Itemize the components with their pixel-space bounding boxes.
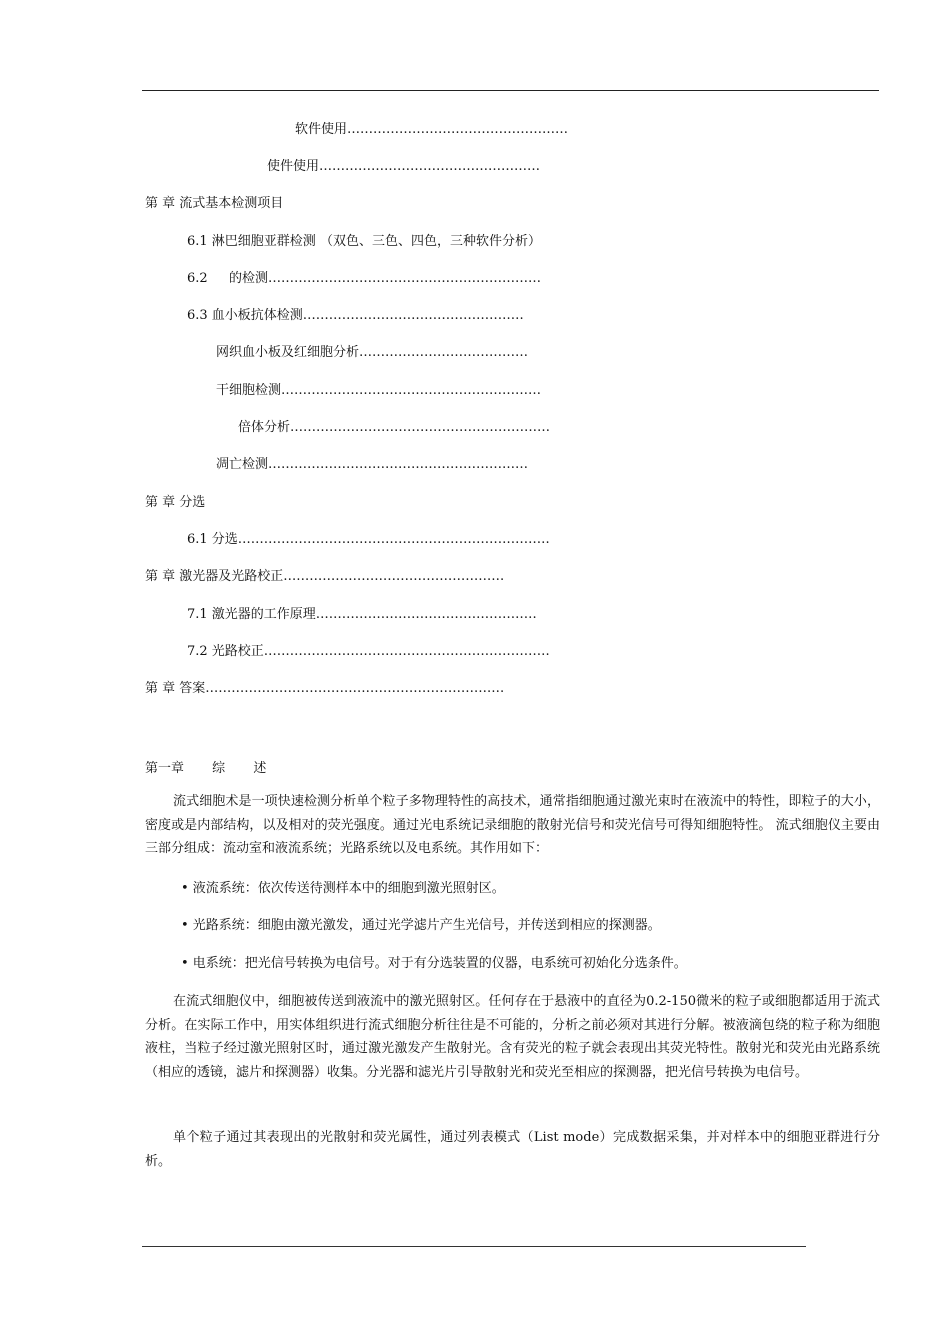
footer-rule	[142, 1246, 806, 1247]
toc-entry[interactable]: 6.1 淋巴细胞亚群检测 （双色、三色、四色，三种软件分析）	[187, 234, 541, 249]
chapter-number: 第一章	[145, 761, 185, 776]
toc-entry[interactable]: 网织血小板及红细胞分析…………………………………	[216, 345, 529, 360]
chapter-title-part: 述	[253, 761, 267, 776]
header-rule	[142, 90, 879, 91]
toc-entry[interactable]: 6.2 的检测………………………………………………………	[187, 271, 541, 286]
toc-chapter[interactable]: 第 章 流式基本检测项目	[145, 196, 284, 211]
chapter-title-part: 综	[212, 761, 226, 776]
toc-entry[interactable]: 7.2 光路校正…………………………………………………………	[187, 644, 550, 659]
toc-entry[interactable]: 6.3 血小板抗体检测……………………………………………	[187, 308, 524, 323]
toc-entry[interactable]: 软件使用……………………………………………	[295, 122, 569, 137]
toc-entry[interactable]: 凋亡检测……………………………………………………	[216, 457, 529, 472]
toc-entry[interactable]: 干细胞检测……………………………………………………	[216, 383, 542, 398]
toc-entry[interactable]: 6.1 分选………………………………………………………………	[187, 532, 550, 547]
toc-entry[interactable]: 7.1 激光器的工作原理……………………………………………	[187, 607, 537, 622]
toc-entry[interactable]: 使件使用……………………………………………	[267, 159, 541, 174]
paragraph-process: 在流式细胞仪中，细胞被传送到液流中的激光照射区。任何存在于悬液中的直径为0.2-150微米的粒子或细胞都适用于流式分析。在实际工作中，用实体组织进行流式细胞分析往往是不可能的，分析之前必须对其进行分解。被液滴包绕的粒子称为细胞液柱，当粒子经过激光照射区时，通过激光激发产生散射光。含有荧光的粒子就会表现出其荧光特性。散射光和荧光由光路系统（相应的透镜，滤片和探测器）收集。分光器和滤光片引导散射光和荧光至相应的探测器，把光信号转换为电信号。	[145, 994, 880, 1080]
toc-chapter[interactable]: 第 章 答案……………………………………………………………	[145, 681, 505, 696]
toc-entry[interactable]: 倍体分析……………………………………………………	[238, 420, 551, 435]
chapter-heading	[145, 757, 290, 776]
toc-chapter[interactable]: 第 章 激光器及光路校正……………………………………………	[145, 569, 505, 584]
bullet-item: • 液流系统：依次传送待测样本中的细胞到激光照射区。	[181, 881, 505, 896]
bullet-item: • 光路系统：细胞由激光激发，通过光学滤片产生光信号，并传送到相应的探测器。	[181, 918, 661, 933]
paragraph-intro: 流式细胞术是一项快速检测分析单个粒子多物理特性的高技术，通常指细胞通过激光束时在液流中的特性，即粒子的大小，密度或是内部结构，以及相对的荧光强度。通过光电系统记录细胞的散射光信号和荧光信号可得知细胞特性。 流式细胞仪主要由三部分组成：流动室和液流系统；光路系统以及电系统。其作用如下：	[145, 794, 880, 856]
bullet-item: • 电系统：把光信号转换为电信号。对于有分选装置的仪器，电系统可初始化分选条件。	[181, 956, 687, 971]
paragraph-analysis: 单个粒子通过其表现出的光散射和荧光属性，通过列表模式（List mode）完成数据采集，并对样本中的细胞亚群进行分析。	[145, 1130, 880, 1169]
toc-chapter[interactable]: 第 章 分选	[145, 495, 206, 510]
